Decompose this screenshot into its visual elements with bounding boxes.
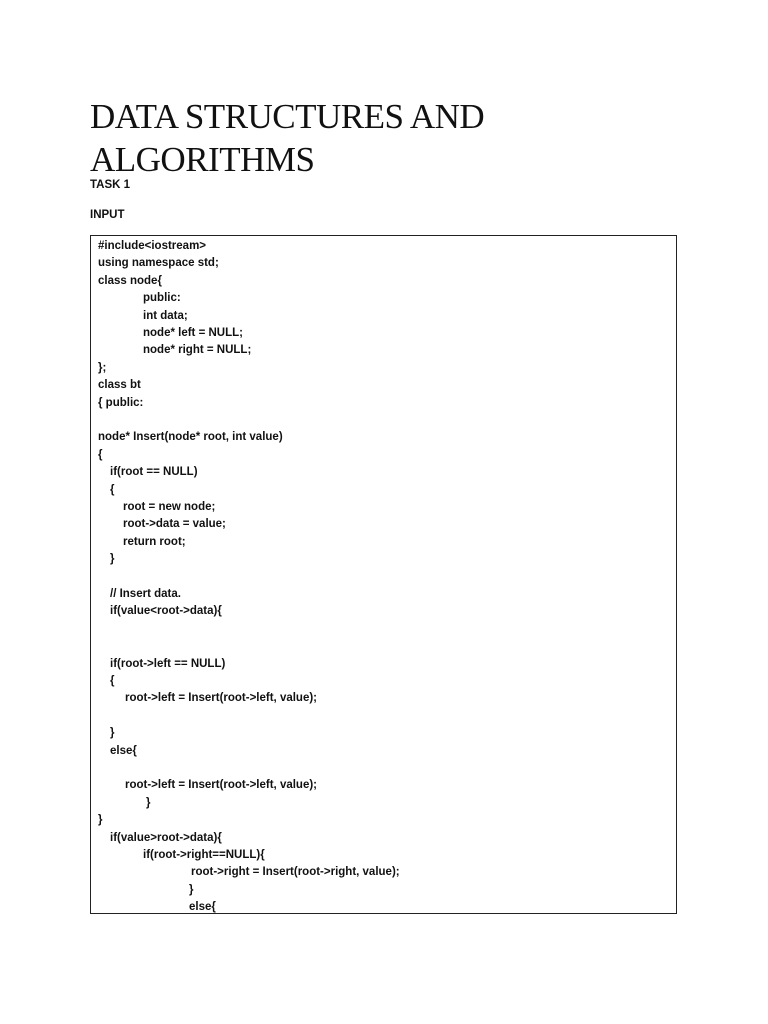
- code-line: node* right = NULL;: [143, 344, 252, 357]
- title-line-1: DATA STRUCTURES AND: [90, 97, 485, 136]
- code-line: root->left = Insert(root->left, value);: [125, 779, 318, 792]
- code-line: }: [189, 883, 194, 896]
- code-line: node* left = NULL;: [143, 327, 243, 339]
- code-line: root->data = value;: [123, 518, 226, 531]
- code-line: node* Insert(node* root, int value): [98, 431, 283, 444]
- page-title: [90, 95, 690, 181]
- code-block: [90, 235, 677, 914]
- code-line: {: [110, 675, 115, 687]
- code-line: else{: [110, 744, 137, 757]
- code-line: public:: [143, 292, 181, 305]
- code-line: using namespace std;: [98, 257, 219, 270]
- code-line: {: [98, 448, 103, 461]
- code-line: int data;: [143, 309, 188, 322]
- code-line: if(root->left == NULL): [110, 657, 226, 670]
- code-line: }: [110, 727, 115, 740]
- code-line: // Insert data.: [110, 588, 181, 600]
- code-line: if(root->right==NULL){: [143, 849, 265, 861]
- code-line: }: [110, 553, 115, 566]
- code-line: else{: [189, 901, 216, 914]
- code-line: if(value>root->data){: [110, 831, 222, 844]
- code-line: class bt: [98, 379, 141, 392]
- code-line: return root;: [123, 535, 186, 548]
- code-line: if(value<root->data){: [110, 605, 222, 618]
- input-label: INPUT: [90, 209, 125, 221]
- code-line: }: [98, 814, 103, 827]
- code-line: { public:: [98, 396, 144, 409]
- code-line: {: [110, 483, 115, 496]
- code-line: root->left = Insert(root->left, value);: [125, 692, 318, 705]
- code-line: }: [146, 796, 151, 809]
- code-line: if(root == NULL): [110, 466, 198, 479]
- code-line: root = new node;: [123, 501, 216, 513]
- task-label: TASK 1: [90, 179, 131, 191]
- code-line: };: [98, 361, 107, 374]
- code-line: root->right = Insert(root->right, value);: [191, 866, 400, 879]
- code-line: class node{: [98, 274, 162, 287]
- code-line: #include<iostream>: [98, 240, 207, 252]
- title-line-2: ALGORITHMS: [90, 140, 315, 179]
